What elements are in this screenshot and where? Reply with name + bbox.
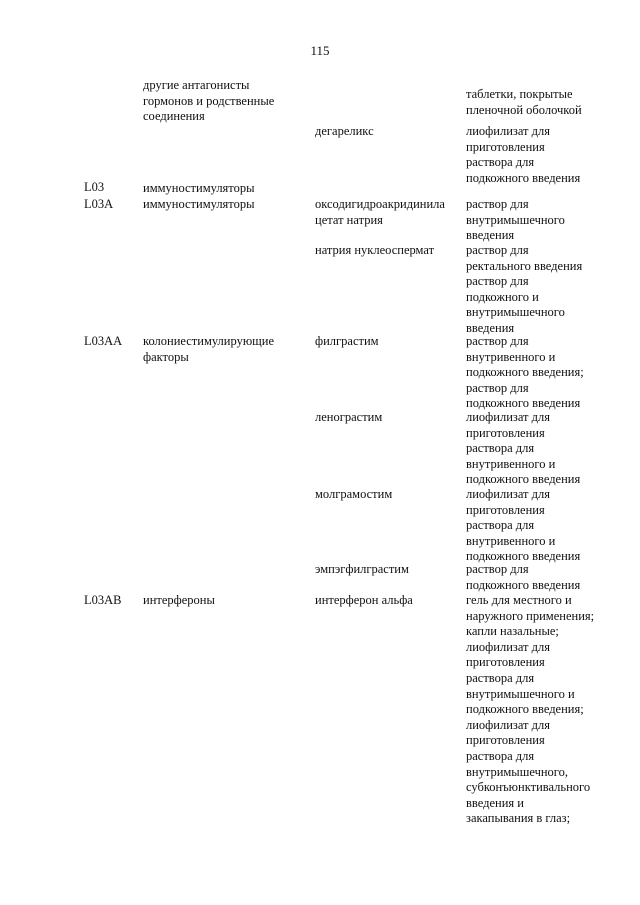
dosage-form: лиофилизат для приготовления раствора для подкожного введения <box>466 124 581 185</box>
dosage-form: лиофилизат для приготовления раствора для внутривенного и подкожного введения <box>466 487 581 564</box>
drug-name: эмпэгфилграстим <box>315 562 409 576</box>
atc-code: L03AB <box>84 593 122 607</box>
drug-name: ленограстим <box>315 410 383 424</box>
dosage-form: раствор для внутривенного и подкожного введения; раствор для подкожного введения <box>466 334 584 411</box>
dosage-form: лиофилизат для приготовления раствора для внутривенного и подкожного введения <box>466 410 581 487</box>
dosage-form: раствор для ректального введения раствор для подкожного и внутримышечного введения <box>466 243 583 335</box>
atc-code: L03AA <box>84 334 123 348</box>
dosage-form: раствор для внутримышечного введения <box>466 197 565 243</box>
group-name: иммуностимуляторы <box>143 197 255 211</box>
group-name: интерфероны <box>143 593 215 607</box>
drug-name: филграстим <box>315 334 379 348</box>
group-name: другие антагонисты гормонов и родственные соединения <box>143 78 275 124</box>
dosage-form: раствор для подкожного введения <box>466 562 581 592</box>
drug-name: молграмостим <box>315 487 393 501</box>
drug-name: дегареликс <box>315 124 374 138</box>
atc-code: L03 <box>84 180 105 194</box>
drug-name: натрия нуклеоспермат <box>315 243 435 257</box>
drug-name: интерферон альфа <box>315 593 413 607</box>
group-name: колониестимулирующие факторы <box>143 334 275 364</box>
dosage-form: таблетки, покрытые пленочной оболочкой <box>466 87 582 117</box>
page-number: 115 <box>310 43 330 58</box>
drug-name: оксодигидроакридинила цетат натрия <box>315 197 445 227</box>
dosage-form: гель для местного и наружного применения; капли назальные; лиофилизат для приготовления раствора для внутримышечного и подкожного введения; лиофилизат для приготовления раствора для внутримышечного, субконъюнктивального введения и закапывания в глаз; <box>466 593 595 826</box>
group-name: иммуностимуляторы <box>143 181 255 195</box>
atc-code: L03A <box>84 197 114 211</box>
